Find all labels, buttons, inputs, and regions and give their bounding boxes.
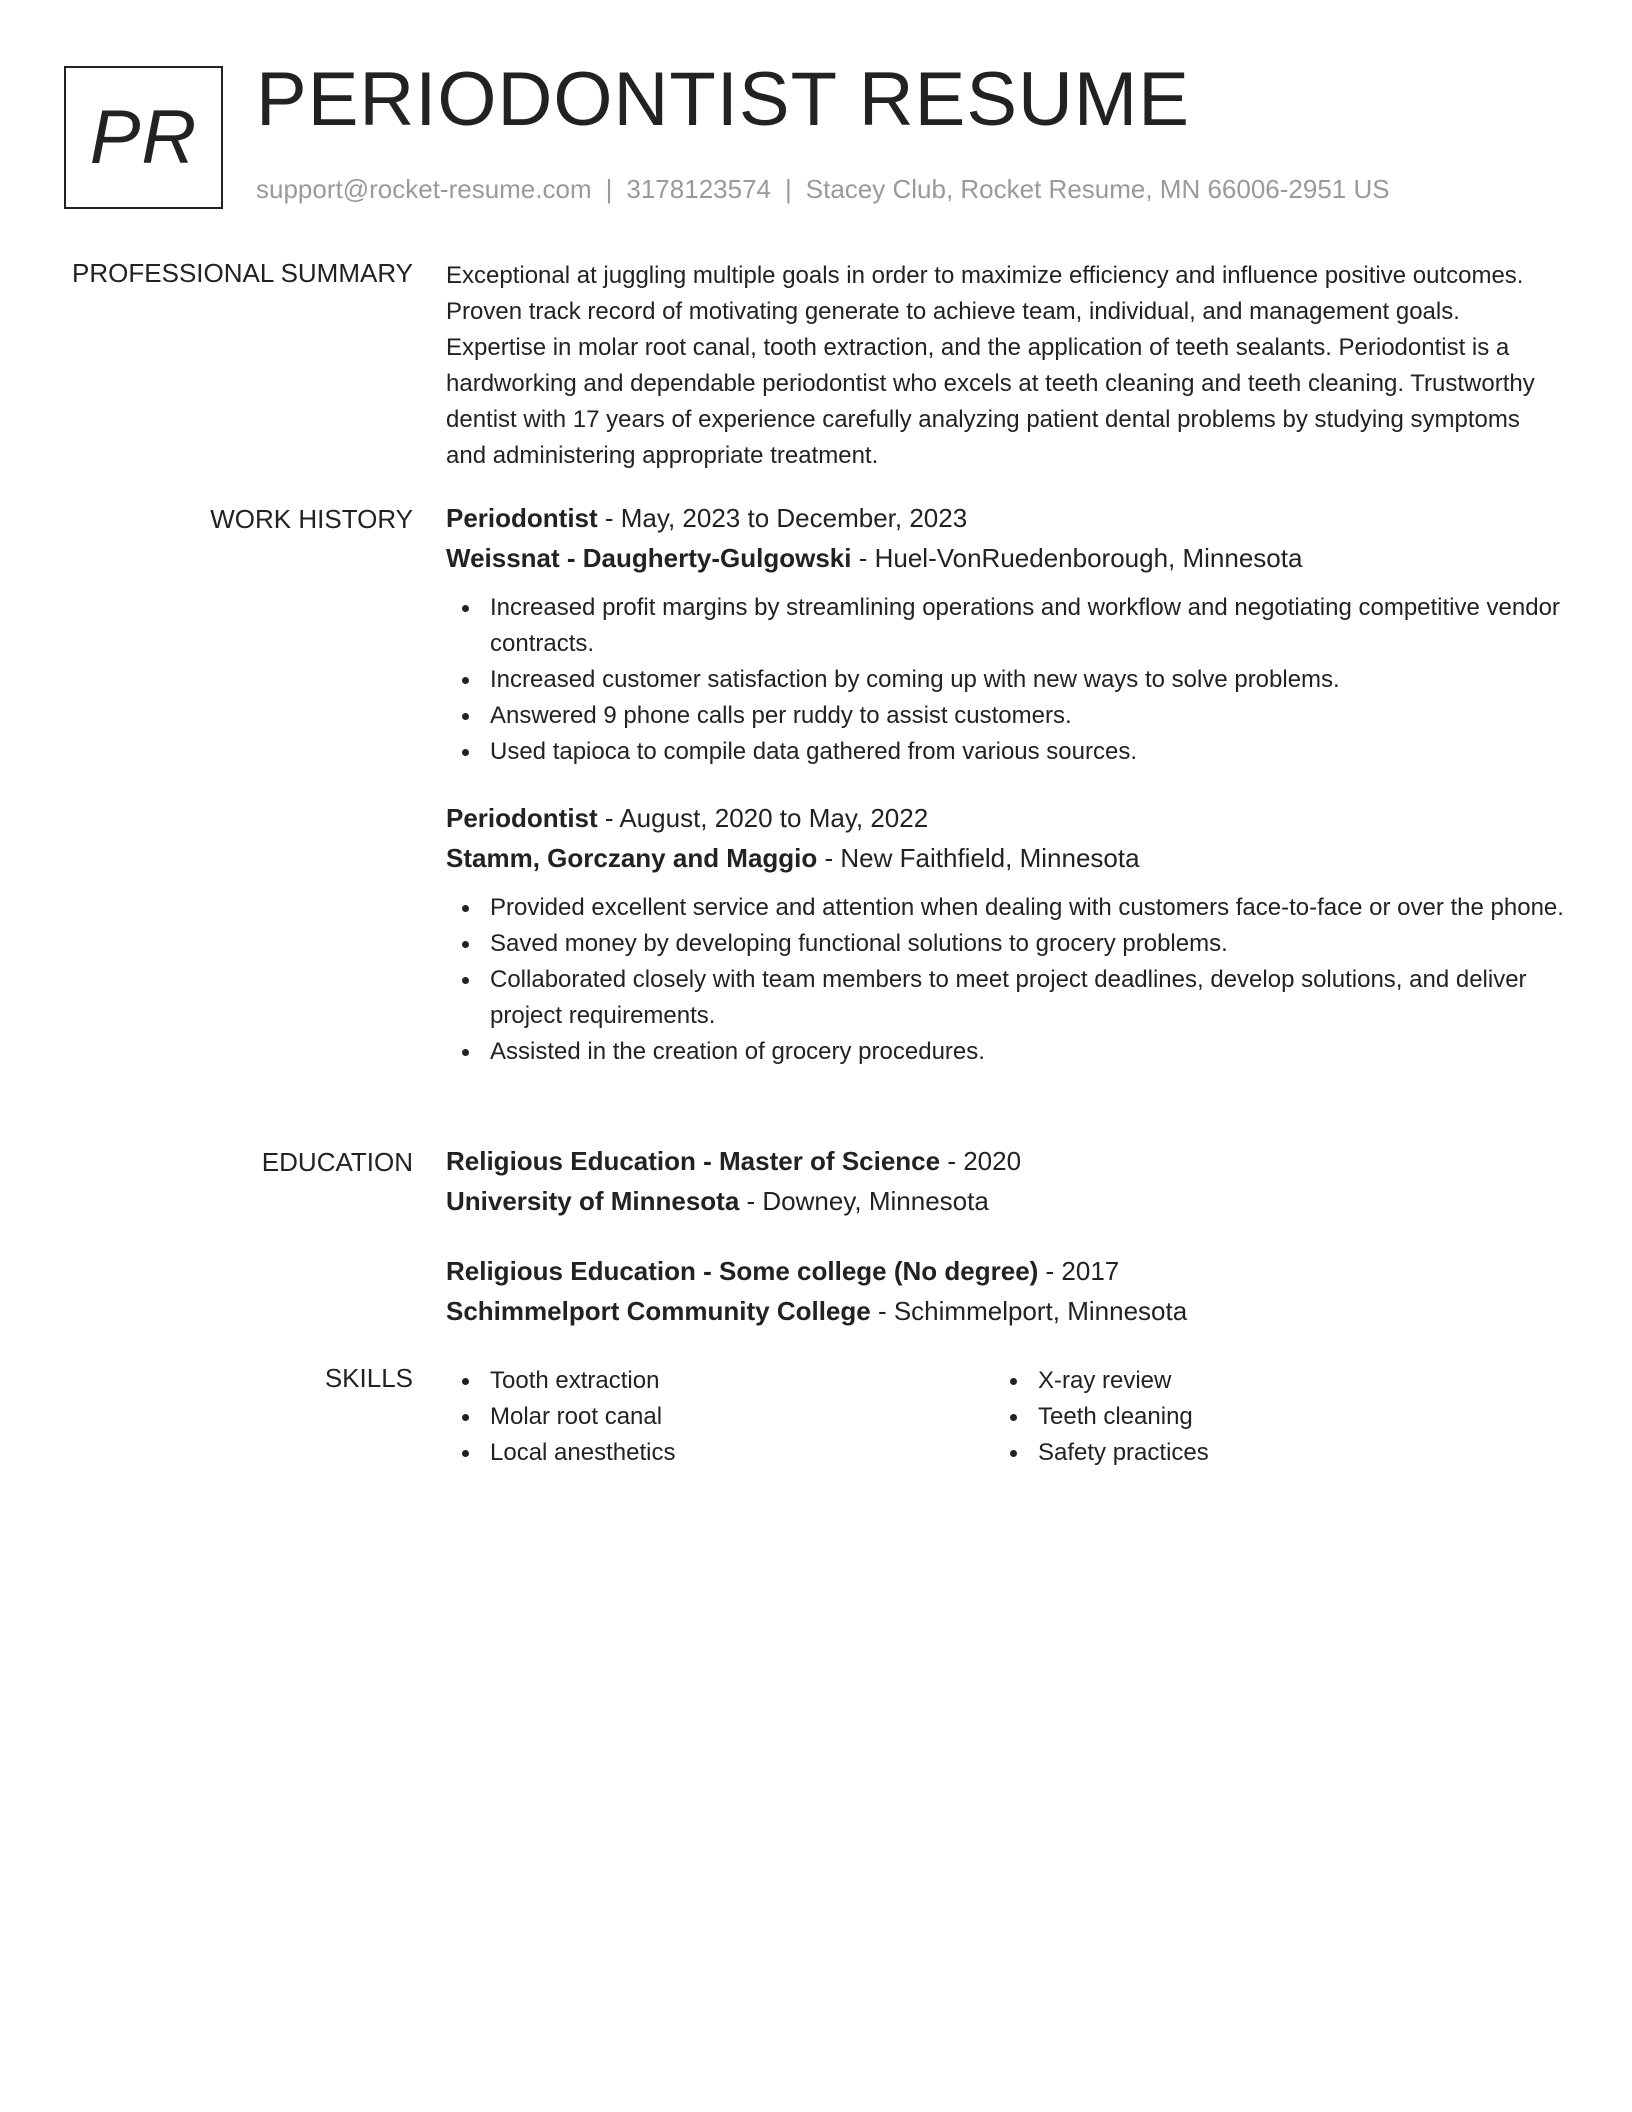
list-item: Answered 9 phone calls per ruddy to assist customers. bbox=[446, 698, 1566, 734]
section-label-education: EDUCATION bbox=[261, 1147, 413, 1177]
section-label-skills: SKILLS bbox=[324, 1363, 413, 1393]
section-label-summary: PROFESSIONAL SUMMARY bbox=[72, 258, 413, 288]
education-degree-line bbox=[446, 1251, 1566, 1291]
job-entry bbox=[446, 798, 1566, 1070]
section-label-work-history: WORK HISTORY bbox=[210, 504, 413, 534]
education-degree: Religious Education - Some college (No degree) bbox=[446, 1256, 1039, 1286]
summary-text: Exceptional at juggling multiple goals in order to maximize efficiency and influence positive outcomes. Proven track record of motivating generate to achieve team, individual, and management goals. Expertise in molar root canal, tooth extraction, and the application of teeth sealants. Periodontist is a hardworking and dependable periodontist who excels at teeth cleaning and teeth cleaning. Trustworthy dentist with 17 years of experience carefully analyzing patient dental problems by studying symptoms and administering appropriate treatment. bbox=[446, 262, 1535, 469]
list-item: Increased customer satisfaction by coming up with new ways to solve problems. bbox=[446, 662, 1566, 698]
list-item: Assisted in the creation of grocery procedures. bbox=[446, 1034, 1566, 1070]
education-year: - 2020 bbox=[940, 1146, 1022, 1176]
list-item: Increased profit margins by streamlining operations and workflow and negotiating competitive vendor contracts. bbox=[446, 590, 1566, 662]
education-entry bbox=[446, 1251, 1566, 1331]
skills-column-left bbox=[446, 1363, 994, 1471]
education-school: University of Minnesota bbox=[446, 1186, 740, 1216]
skill-item: X-ray review bbox=[994, 1363, 1542, 1399]
skills-list-left bbox=[446, 1363, 994, 1471]
skill-item: Safety practices bbox=[994, 1435, 1542, 1471]
education-degree: Religious Education - Master of Science bbox=[446, 1146, 941, 1176]
job-bullets bbox=[446, 890, 1566, 1070]
job-location: - New Faithfield, Minnesota bbox=[817, 843, 1140, 873]
skill-item: Molar root canal bbox=[446, 1399, 994, 1435]
work-history-body bbox=[446, 498, 1566, 1070]
contact-address: Stacey Club, Rocket Resume, MN 66006-2951 US bbox=[805, 174, 1390, 204]
page-title: PERIODONTIST RESUME bbox=[256, 57, 1190, 142]
contact-phone: 3178123574 bbox=[626, 174, 771, 204]
contact-separator: | bbox=[785, 174, 792, 204]
job-company-line bbox=[446, 838, 1566, 878]
education-location: - Schimmelport, Minnesota bbox=[870, 1296, 1188, 1326]
job-company: Weissnat - Daugherty-Gulgowski bbox=[446, 543, 852, 573]
job-title: Periodontist bbox=[446, 503, 598, 533]
education-school: Schimmelport Community College bbox=[446, 1296, 871, 1326]
job-location: - Huel-VonRuedenborough, Minnesota bbox=[851, 543, 1303, 573]
skills-column-right bbox=[994, 1363, 1542, 1471]
monogram-box bbox=[64, 66, 223, 209]
list-item: Saved money by developing functional solutions to grocery problems. bbox=[446, 926, 1566, 962]
job-company-line bbox=[446, 538, 1566, 578]
job-bullets bbox=[446, 590, 1566, 770]
list-item: Provided excellent service and attention when dealing with customers face-to-face or over the phone. bbox=[446, 890, 1566, 926]
job-title-line bbox=[446, 798, 1566, 838]
skill-item: Tooth extraction bbox=[446, 1363, 994, 1399]
education-body bbox=[446, 1141, 1566, 1331]
list-item: Used tapioca to compile data gathered from various sources. bbox=[446, 734, 1566, 770]
skill-item: Teeth cleaning bbox=[994, 1399, 1542, 1435]
contact-separator: | bbox=[605, 174, 613, 204]
job-entry bbox=[446, 498, 1566, 770]
education-school-line bbox=[446, 1181, 1566, 1221]
contact-email: support@rocket-resume.com bbox=[256, 174, 592, 204]
education-location: - Downey, Minnesota bbox=[739, 1186, 989, 1216]
job-dates: - August, 2020 to May, 2022 bbox=[597, 803, 929, 833]
monogram-initials: PR bbox=[89, 95, 198, 180]
education-degree-line bbox=[446, 1141, 1566, 1181]
skill-item: Local anesthetics bbox=[446, 1435, 994, 1471]
list-item: Collaborated closely with team members to meet project deadlines, develop solutions, and deliver project requirements. bbox=[446, 962, 1566, 1034]
job-title-line bbox=[446, 498, 1566, 538]
education-entry bbox=[446, 1141, 1566, 1221]
education-year: - 2017 bbox=[1038, 1256, 1120, 1286]
job-title: Periodontist bbox=[446, 803, 598, 833]
skills-list-right bbox=[994, 1363, 1542, 1471]
education-school-line bbox=[446, 1291, 1566, 1331]
contact-line bbox=[256, 174, 1390, 205]
skills-body bbox=[446, 1363, 1566, 1471]
job-dates: - May, 2023 to December, 2023 bbox=[597, 503, 968, 533]
job-company: Stamm, Gorczany and Maggio bbox=[446, 843, 818, 873]
